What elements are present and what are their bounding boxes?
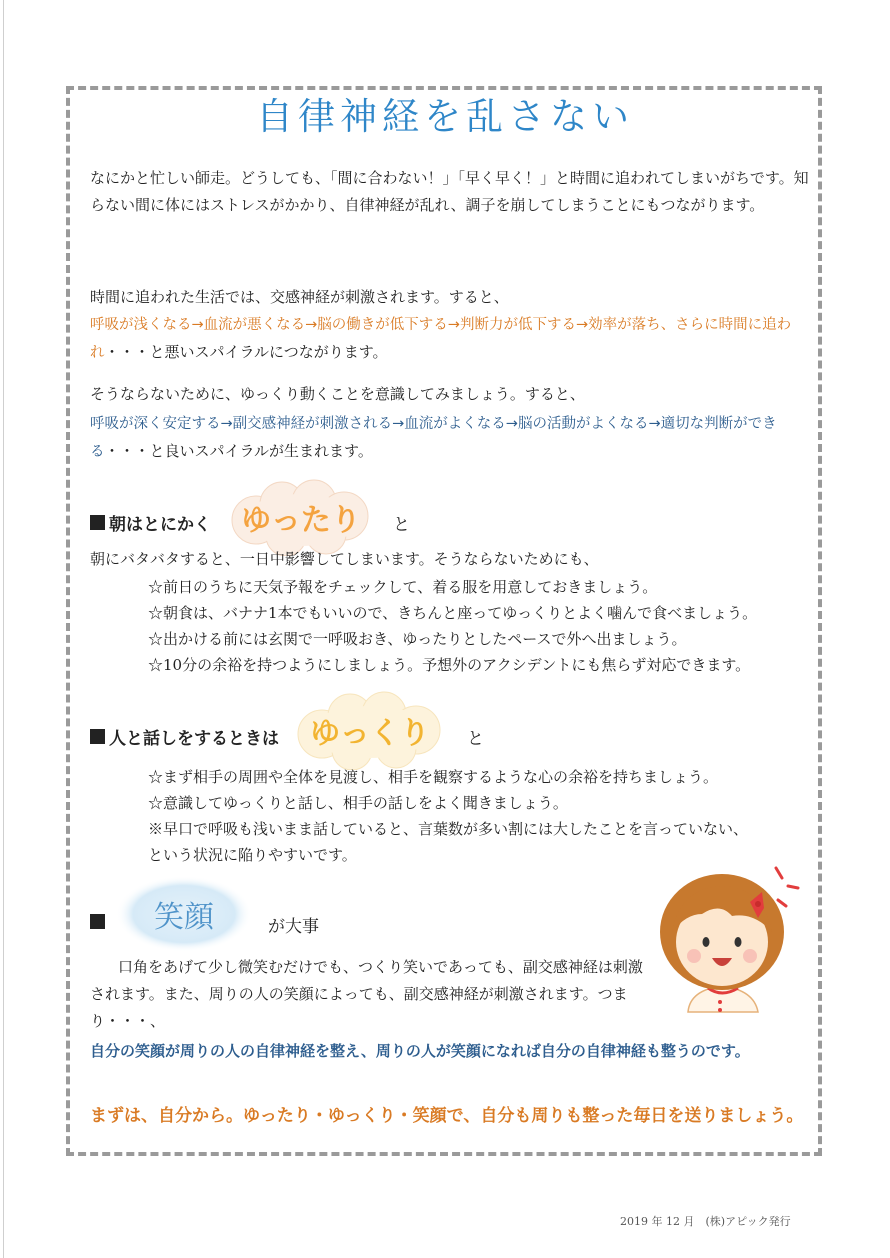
section2-list (148, 764, 808, 868)
section2-heading (90, 724, 279, 749)
square-bullet-icon (90, 515, 105, 530)
list-item: ☆出かける前には玄関で一呼吸おき、ゆったりとしたペースで外へ出ましょう。 (148, 630, 687, 648)
section3-suffix: が大事 (268, 917, 319, 937)
square-bullet-icon (90, 729, 105, 744)
section1-bubble-text: ゆったり (241, 503, 361, 538)
list-item: ☆10分の余裕を持つようにしましょう。予想外のアクシデントにも焦らず対応できます。 (148, 656, 751, 674)
section2-bubble-text: ゆっくり (310, 716, 430, 751)
section1-list (148, 574, 808, 678)
smiling-girl-illustration (650, 862, 800, 1026)
list-item: ※早口で呼吸も浅いまま話していると、言葉数が多い割には大したことを言っていない、 (148, 820, 749, 838)
page-edge-line (3, 0, 4, 1258)
section3-emphasis: 自分の笑顔が周りの人の自律神経を整え、周りの人が笑顔になれば自分の自律神経も整うのです。 (90, 1042, 750, 1060)
closing-message: まずは、自分から。ゆったり・ゆっくり・笑顔で、自分も周りも整った毎日を送りましょう。 (90, 1106, 804, 1126)
list-item: ☆前日のうちに天気予報をチェックして、着る服を用意しておきましょう。 (148, 578, 658, 596)
good-lead: そうならないために、ゆっくり動くことを意識してみましょう。すると、 (90, 385, 585, 403)
section3-bubble-text: 笑顔 (154, 900, 214, 935)
good-chain-text: 呼吸が深く安定する→副交感神経が刺激される→血流がよくなる→脳の活動がよくなる→適切な判断ができる (90, 416, 777, 460)
square-bullet-icon (90, 914, 105, 929)
section2-bubble (290, 690, 450, 770)
list-item: ☆朝食は、バナナ1本でもいいので、きちんと座ってゆっくりとよく噛んで食べましょう。 (148, 604, 758, 622)
good-spiral (90, 410, 820, 466)
section3-body: 口角をあげて少し微笑むだけでも、つくり笑いであっても、副交感神経は刺激されます。また、周りの人の笑顔によっても、副交感神経が刺激されます。つまり・・・、 (90, 958, 643, 1030)
section2-suffix: と (467, 729, 484, 749)
section1-heading (90, 510, 211, 535)
section1-bubble (226, 478, 376, 556)
section1-label: 朝はとにかく (109, 515, 211, 535)
smiling-girl-icon (650, 862, 800, 1022)
page-title: 自律神経を乱さない (256, 95, 634, 138)
section3-heading (90, 914, 109, 929)
bad-tail-text: ・・・と悪いスパイラルにつながります。 (104, 343, 388, 361)
good-tail-text: ・・・と良いスパイラルが生まれます。 (104, 442, 373, 460)
footer-issuer: 2019 年 12 月 (株)アピック発行 (620, 1215, 791, 1228)
bad-spiral (90, 311, 820, 367)
section1-intro: 朝にバタバタすると、一日中影響してしまいます。そうならないためにも、 (90, 550, 599, 568)
list-item: ☆まず相手の周囲や全体を見渡し、相手を観察するような心の余裕を持ちましょう。 (148, 768, 719, 786)
list-item: ☆意識してゆっくりと話し、相手の話しをよく聞きましょう。 (148, 794, 568, 812)
bad-lead: 時間に追われた生活では、交感神経が刺激されます。すると、 (90, 288, 509, 306)
list-item: という状況に陥りやすいです。 (148, 846, 357, 864)
bad-chain-text: 呼吸が浅くなる→血流が悪くなる→脳の働きが低下する→判断力が低下する→効率が落ち、さらに時間に追われ (90, 317, 792, 361)
section1-suffix: と (393, 515, 410, 535)
intro-paragraph: なにかと忙しい師走。どうしても、「間に合わない！」「早く早く！」と時間に追われてしまいがちです。知らない間に体にはストレスがかかり、自律神経が乱れ、調子を崩してしまうことにもつながります。 (90, 169, 809, 214)
section2-label: 人と話しをするときは (109, 729, 279, 749)
section3-bubble (114, 874, 254, 954)
